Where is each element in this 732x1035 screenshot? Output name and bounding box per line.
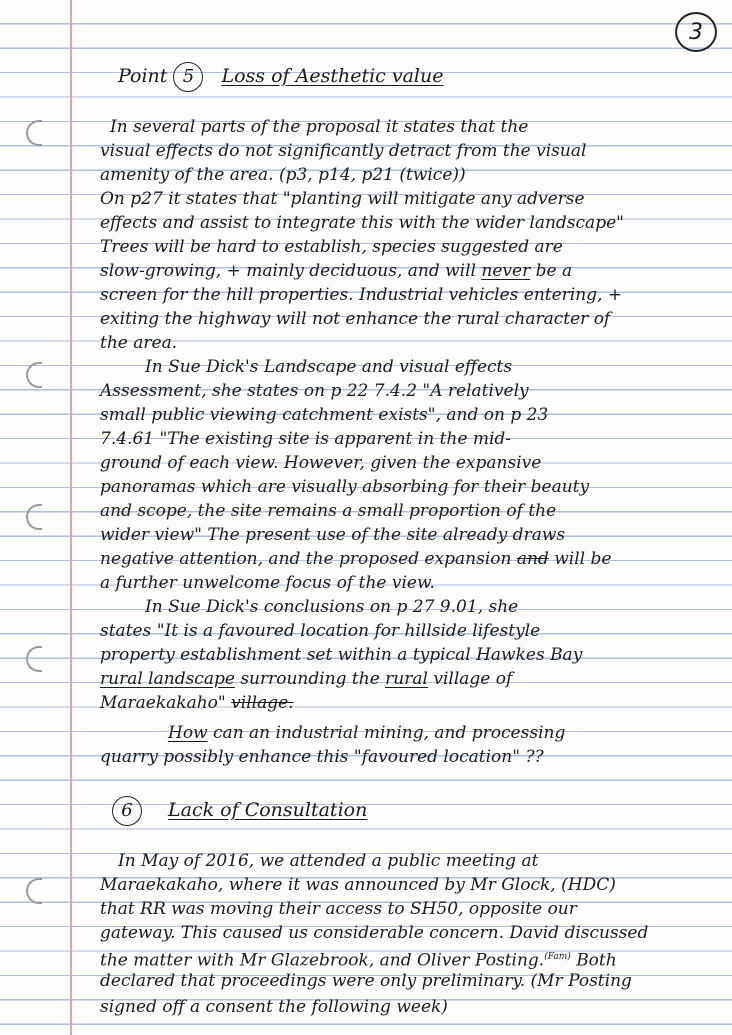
binder-hole bbox=[26, 362, 42, 388]
text-line: rural landscape surrounding the rural village of bbox=[100, 669, 513, 689]
page-number: 3 bbox=[675, 12, 717, 52]
text-line: Maraekakaho, where it was announced by Mr Glock, (HDC) bbox=[100, 875, 616, 895]
text-line: How can an industrial mining, and processing bbox=[168, 723, 566, 743]
text-line: property establishment set within a typical Hawkes Bay bbox=[100, 645, 583, 665]
binder-hole bbox=[26, 504, 42, 530]
text-line: panoramas which are visually absorbing for their beauty bbox=[100, 477, 590, 497]
text-line: the area. bbox=[100, 333, 178, 353]
point-6-heading bbox=[112, 796, 367, 826]
text-line: Trees will be hard to establish, species suggested are bbox=[100, 237, 563, 257]
text-line: visual effects do not significantly detract from the visual bbox=[100, 141, 587, 161]
underlined-phrase: rural landscape bbox=[100, 669, 235, 689]
text-line: wider view" The present use of the site already draws bbox=[100, 525, 566, 545]
text-line: negative attention, and the proposed expansion and will be bbox=[100, 549, 612, 569]
text-line: effects and assist to integrate this with the wider landscape" bbox=[100, 213, 624, 233]
binder-hole bbox=[26, 878, 42, 904]
text-line: the matter with Mr Glazebrook, and Oliver Posting.$^{(Fam)}$ Both bbox=[100, 950, 617, 971]
text-line: amenity of the area. (p3, p14, p21 (twice)) bbox=[100, 165, 466, 185]
text-line: In several parts of the proposal it states that the bbox=[110, 117, 529, 137]
text-line: In May of 2016, we attended a public meeting at bbox=[118, 851, 539, 871]
binder-hole bbox=[26, 120, 42, 146]
text-line: small public viewing catchment exists", and on p 23 bbox=[100, 405, 549, 425]
text-line: exiting the highway will not enhance the rural character of bbox=[100, 309, 611, 329]
text-line: a further unwelcome focus of the view. bbox=[100, 573, 435, 593]
underlined-word: never bbox=[481, 261, 531, 281]
binder-hole bbox=[26, 646, 42, 672]
text-line: In Sue Dick's Landscape and visual effects bbox=[145, 357, 513, 377]
point-5-number: 5 bbox=[173, 62, 203, 92]
point-6-title: Lack of Consultation bbox=[168, 799, 368, 821]
point-6-number: 6 bbox=[112, 796, 142, 826]
text-line: that RR was moving their access to SH50, opposite our bbox=[100, 899, 577, 919]
text-line: Assessment, she states on p 22 7.4.2 "A relatively bbox=[100, 381, 529, 401]
superscript-note: (Fam) bbox=[544, 952, 571, 962]
text-line: 7.4.61 "The existing site is apparent in the mid- bbox=[100, 429, 512, 449]
text-line: declared that proceedings were only preliminary. (Mr Posting bbox=[100, 971, 632, 991]
text-line: In Sue Dick's conclusions on p 27 9.01, she bbox=[145, 597, 519, 617]
text-line: screen for the hill properties. Industrial vehicles entering, + bbox=[100, 285, 623, 305]
underlined-word: How bbox=[168, 723, 208, 743]
point-label: Point bbox=[118, 65, 168, 87]
point-5-heading bbox=[118, 62, 443, 92]
underlined-word: rural bbox=[385, 669, 428, 689]
point-5-title: Loss of Aesthetic value bbox=[221, 65, 444, 87]
text-line: states "It is a favoured location for hillside lifestyle bbox=[100, 621, 541, 641]
text-line: signed off a consent the following week) bbox=[100, 997, 448, 1017]
struck-word: and bbox=[516, 549, 549, 569]
text-line: gateway. This caused us considerable concern. David discussed bbox=[100, 923, 649, 943]
text-line: quarry possibly enhance this "favoured location" ?? bbox=[100, 747, 544, 767]
text-line: On p27 it states that "planting will mitigate any adverse bbox=[100, 189, 585, 209]
struck-word: village. bbox=[231, 693, 294, 713]
margin-line bbox=[70, 0, 72, 1035]
text-line: slow-growing, + mainly deciduous, and will never be a bbox=[100, 261, 573, 281]
text-line: and scope, the site remains a small proportion of the bbox=[100, 501, 557, 521]
text-line: Maraekakaho" village. bbox=[100, 693, 294, 713]
text-line: ground of each view. However, given the expansive bbox=[100, 453, 542, 473]
